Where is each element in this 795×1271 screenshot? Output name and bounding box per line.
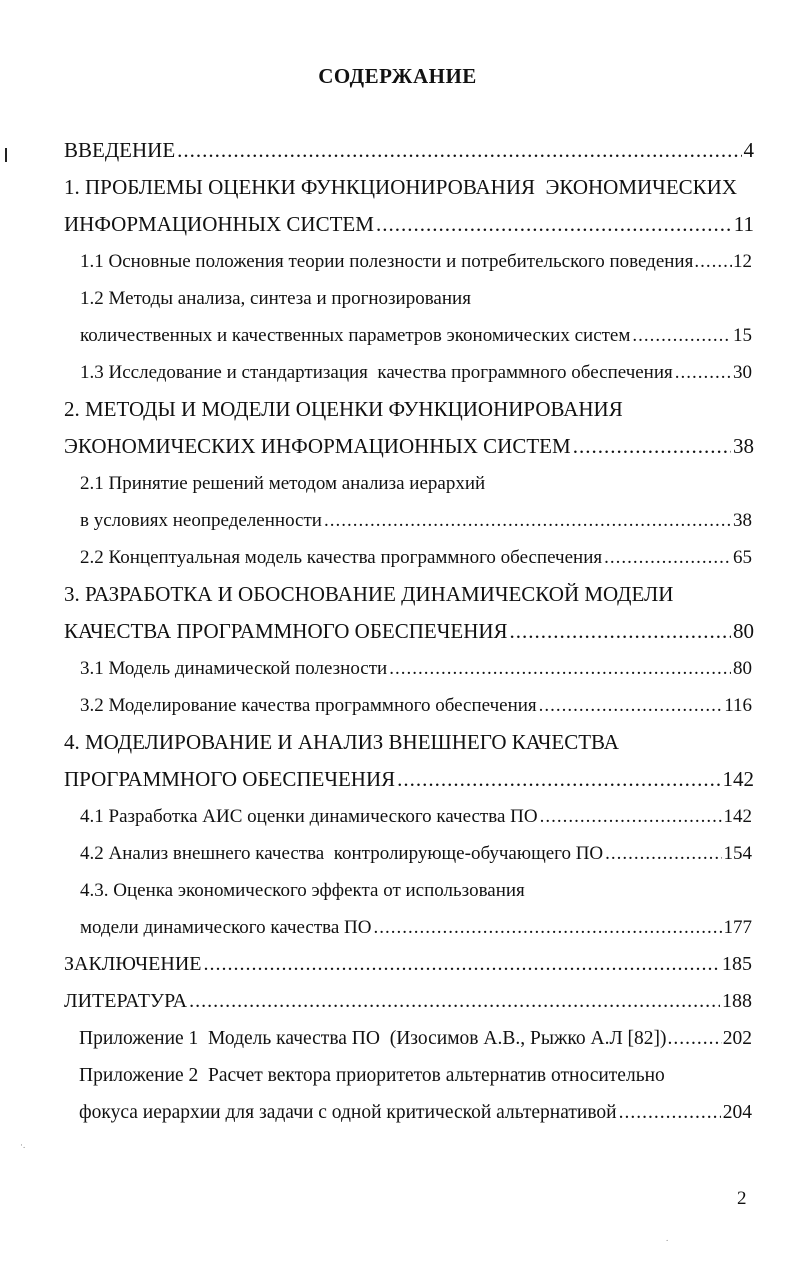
toc-leader [539, 687, 723, 724]
toc-leader [510, 613, 731, 650]
toc-entry-title: 1.1 Основные положения теории полезности и потребительского поведения [80, 251, 694, 272]
toc-page-number: 4 [743, 138, 754, 162]
toc-entry-title: 4.3. Оценка экономического эффекта от использования [80, 880, 525, 901]
toc-leader [389, 650, 731, 687]
toc-entry-app2-line2[interactable] [79, 1094, 752, 1131]
toc-entry-title: 1.2 Методы анализа, синтеза и прогнозирования [80, 288, 471, 309]
toc-entry-title: 2.2 Концептуальная модель качества программного обеспечения [80, 547, 603, 568]
toc-leader [632, 317, 731, 354]
toc-leader [324, 502, 731, 539]
toc-entry-ch3-line2[interactable] [64, 613, 754, 650]
toc-entry-title: ИНФОРМАЦИОННЫХ СИСТЕМ [64, 212, 374, 236]
toc-entry-title: фокуса иерархии для задачи с одной критической альтернативой [79, 1102, 617, 1123]
toc-entry-title: 2.1 Принятие решений методом анализа иерархий [80, 473, 486, 494]
toc-entry-s2-1-line2[interactable] [80, 502, 752, 539]
toc-entry-title: ЗАКЛЮЧЕНИЕ [64, 953, 202, 975]
toc-entry-s3-1[interactable] [80, 650, 752, 687]
toc-page-number: 38 [733, 510, 752, 531]
toc-leader [604, 539, 731, 576]
toc-entry-title: 1.3 Исследование и стандартизация качества программного обеспечения [80, 362, 673, 383]
toc-entry-title: 4. МОДЕЛИРОВАНИЕ И АНАЛИЗ ВНЕШНЕГО КАЧЕСТВА [64, 730, 619, 754]
toc-entry-ch1-line1[interactable] [64, 169, 754, 206]
toc-entry-conclusion[interactable] [64, 946, 752, 983]
toc-page-number: 142 [723, 806, 752, 827]
page-number: 2 [737, 1188, 747, 1209]
toc-entry-s4-1[interactable] [80, 798, 752, 835]
toc-page-number: 154 [723, 843, 752, 864]
toc-entry-s1-3[interactable] [80, 354, 752, 391]
scan-mark [5, 148, 7, 162]
toc-leader [540, 798, 722, 835]
toc-page-number: 11 [733, 212, 754, 236]
toc-entry-literature[interactable] [64, 983, 752, 1020]
toc-entry-s1-2-line2[interactable] [80, 317, 752, 354]
toc-entry-title: ПРОГРАММНОГО ОБЕСПЕЧЕНИЯ [64, 767, 396, 791]
toc-entry-title: модели динамического качества ПО [80, 917, 372, 938]
scan-dust: ·. [20, 1140, 26, 1150]
toc-entry-title: ВВЕДЕНИЕ [64, 138, 176, 162]
scan-dust: . [666, 1233, 669, 1243]
toc-leader [675, 354, 731, 391]
toc-page-number: 202 [722, 1028, 752, 1049]
toc-page-number: 204 [722, 1102, 752, 1123]
toc-leader [177, 132, 741, 169]
toc-page-number: 142 [722, 767, 754, 791]
toc-leader [203, 946, 720, 983]
toc-entry-s1-2-line1[interactable] [80, 280, 752, 317]
toc-entry-s4-3-line2[interactable] [80, 909, 752, 946]
toc-page-number: 65 [733, 547, 752, 568]
toc-entry-ch2-line1[interactable] [64, 391, 754, 428]
toc-leader [189, 983, 720, 1020]
toc-page-number: 116 [724, 695, 752, 716]
toc-entry-ch1-line2[interactable] [64, 206, 754, 243]
toc-page-number: 80 [733, 619, 754, 643]
toc-entry-title: 3. РАЗРАБОТКА И ОБОСНОВАНИЕ ДИНАМИЧЕСКОЙ МОДЕЛИ [64, 582, 674, 606]
toc-entry-title: КАЧЕСТВА ПРОГРАММНОГО ОБЕСПЕЧЕНИЯ [64, 619, 508, 643]
toc-entry-title: ЛИТЕРАТУРА [64, 990, 188, 1012]
toc-entry-title: 3.2 Моделирование качества программного обеспечения [80, 695, 537, 716]
toc-page-number: 185 [722, 953, 752, 975]
toc-entry-intro[interactable] [64, 132, 754, 169]
toc-leader [573, 428, 731, 465]
toc-entry-title: ЭКОНОМИЧЕСКИХ ИНФОРМАЦИОННЫХ СИСТЕМ [64, 434, 571, 458]
toc-entry-title: 3.1 Модель динамической полезности [80, 658, 388, 679]
toc-leader [397, 761, 720, 798]
toc-entry-title: 2. МЕТОДЫ И МОДЕЛИ ОЦЕНКИ ФУНКЦИОНИРОВАНИЯ [64, 397, 623, 421]
toc-entry-s4-3-line1[interactable] [80, 872, 752, 909]
toc-page-number: 30 [733, 362, 752, 383]
toc-entry-s2-1-line1[interactable] [80, 465, 752, 502]
toc-entry-title: количественных и качественных параметров экономических систем [80, 325, 631, 346]
toc-leader [376, 206, 732, 243]
toc-entry-s2-2[interactable] [80, 539, 752, 576]
toc-leader [374, 909, 722, 946]
toc-entry-ch4-line1[interactable] [64, 724, 754, 761]
toc-entry-title: в условиях неопределенности [80, 510, 322, 531]
toc-entry-title: 4.1 Разработка АИС оценки динамического качества ПО [80, 806, 538, 827]
toc-page-number: 15 [733, 325, 752, 346]
page-title: СОДЕРЖАНИЕ [318, 64, 477, 88]
toc-entry-s4-2[interactable] [80, 835, 752, 872]
toc-entry-ch3-line1[interactable] [64, 576, 754, 613]
toc-entry-app1[interactable] [79, 1020, 752, 1057]
toc-entry-ch2-line2[interactable] [64, 428, 754, 465]
toc-leader [694, 243, 732, 280]
toc-entry-s1-1[interactable] [80, 243, 752, 280]
toc-page-number: 188 [722, 990, 752, 1012]
toc-leader [605, 835, 721, 872]
toc-entry-app2-line1[interactable] [79, 1057, 752, 1094]
toc-entry-title: Приложение 2 Расчет вектора приоритетов альтернатив относительно [79, 1065, 665, 1086]
toc-entry-title: 1. ПРОБЛЕМЫ ОЦЕНКИ ФУНКЦИОНИРОВАНИЯ ЭКОНОМИЧЕСКИХ [64, 175, 738, 199]
toc-page-number: 80 [733, 658, 752, 679]
toc-entry-title: 4.2 Анализ внешнего качества контролирующе-обучающего ПО [80, 843, 604, 864]
toc-page-number: 38 [733, 434, 754, 458]
toc-page-number: 12 [733, 251, 752, 272]
toc-page-number: 177 [723, 917, 752, 938]
toc-entry-ch4-line2[interactable] [64, 761, 754, 798]
toc-leader [668, 1020, 722, 1057]
toc-entry-title: Приложение 1 Модель качества ПО (Изосимов А.В., Рыжко А.Л [82]) [79, 1028, 667, 1049]
toc-entry-s3-2[interactable] [80, 687, 752, 724]
toc-leader [619, 1094, 721, 1131]
